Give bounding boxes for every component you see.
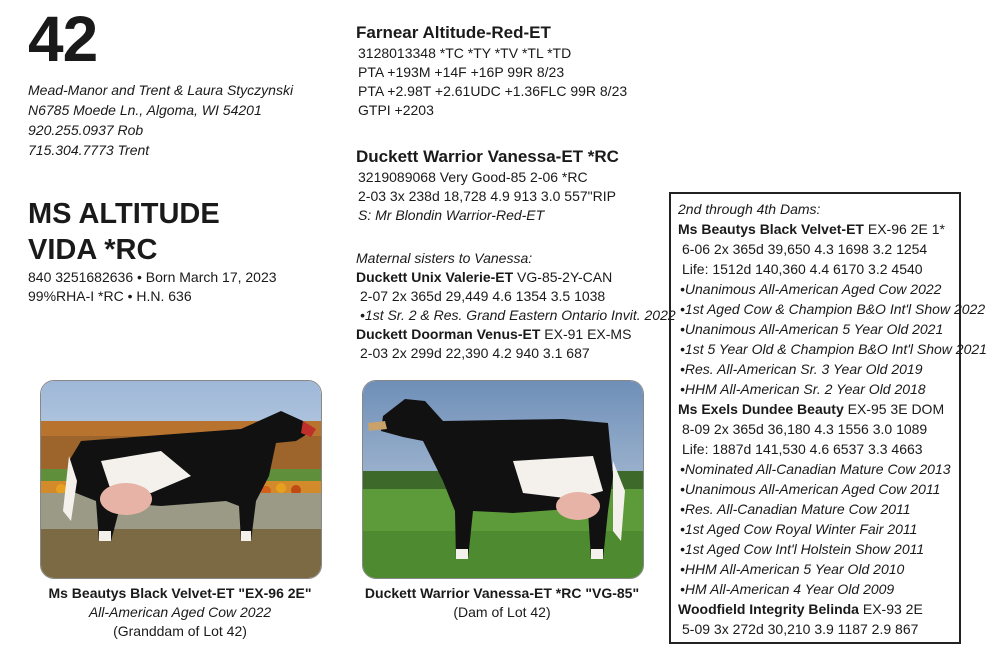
caption-relation: (Dam of Lot 42): [453, 604, 551, 620]
cow-photo-image: [363, 381, 643, 578]
achievement: •HHM All-American 5 Year Old 2010: [680, 561, 905, 577]
dam-record: 2-03 3x 238d 18,728 4.9 913 3.0 557"RIP: [358, 188, 616, 204]
animal-name-line-2: VIDA *RC: [28, 234, 158, 266]
dam-name-text: Woodfield Integrity Belinda: [678, 601, 859, 617]
dam-class: EX-95 3E DOM: [843, 401, 945, 417]
maternal-sisters: [356, 249, 676, 363]
animal-id-birth: 840 3251682636 • Born March 17, 2023: [28, 269, 277, 285]
sister-record: 2-03 2x 299d 22,390 4.2 940 3.1 687: [360, 345, 590, 361]
dam-caption: [352, 584, 652, 622]
dam-class: EX-96 2E 1*: [863, 221, 945, 237]
sire-line: PTA +193M +14F +16P 99R 8/23: [358, 64, 565, 80]
dam-lifetime: Life: 1512d 140,360 4.4 6170 3.2 4540: [682, 261, 923, 277]
fourth-dam-name: [678, 599, 953, 619]
sire-line: PTA +2.98T +2.61UDC +1.36FLC 99R 8/23: [358, 83, 628, 99]
achievement: •Unanimous All-American Aged Cow 2022: [680, 281, 942, 297]
caption-title: Duckett Warrior Vanessa-ET *RC "VG-85": [364, 585, 640, 601]
caption-honor: All-American Aged Cow 2022: [88, 604, 272, 620]
sister-class: VG-85-2Y-CAN: [513, 269, 613, 285]
dam-record: 5-09 3x 272d 30,210 3.9 1187 2.9 867: [682, 621, 919, 637]
animal-name: [28, 196, 220, 268]
consignor-address: N6785 Moede Ln., Algoma, WI 54201: [28, 102, 262, 118]
granddam-caption: [30, 584, 330, 641]
sister-class: EX-91 EX-MS: [540, 326, 632, 342]
achievement: •Unanimous All-American Aged Cow 2011: [680, 481, 941, 497]
consignor-block: [28, 80, 293, 160]
sisters-heading: Maternal sisters to Vanessa:: [356, 250, 533, 266]
achievement: •Nominated All-Canadian Mature Cow 2013: [680, 461, 951, 477]
dam-record: 8-09 2x 365d 36,180 4.3 1556 3.0 1089: [682, 421, 928, 437]
achievement: •HM All-American 4 Year Old 2009: [680, 581, 895, 597]
achievement: •Res. All-Canadian Mature Cow 2011: [680, 501, 911, 517]
dam-photo: [362, 380, 644, 579]
dam-sire: S: Mr Blondin Warrior-Red-ET: [358, 207, 545, 223]
sister-achievement: •1st Sr. 2 & Res. Grand Eastern Ontario Invit. 2022: [360, 307, 676, 323]
sister-record: 2-07 2x 365d 29,449 4.6 1354 3.5 1038: [360, 288, 606, 304]
dam-block: [356, 146, 619, 225]
dam-record: 6-06 2x 365d 39,650 4.3 1698 3.2 1254: [682, 241, 928, 257]
sire-line: GTPI +2203: [358, 102, 434, 118]
dams-box-heading: 2nd through 4th Dams:: [678, 201, 821, 217]
dam-lifetime: Life: 1887d 141,530 4.6 6537 3.3 4663: [682, 441, 923, 457]
consignor-phone-2: 715.304.7773 Trent: [28, 142, 150, 158]
sister-name: [356, 325, 676, 344]
sire-name: Farnear Altitude-Red-ET: [356, 23, 551, 42]
cow-photo-image: [41, 381, 321, 578]
lot-number: 42: [28, 3, 98, 75]
caption-title: Ms Beautys Black Velvet-ET "EX-96 2E": [48, 585, 312, 601]
sire-block: [356, 22, 627, 120]
dams-box: [669, 192, 987, 644]
dam-name-text: Ms Beautys Black Velvet-ET: [678, 221, 864, 237]
second-dam-name: [678, 219, 953, 239]
dam-line: 3219089068 Very Good-85 2-06 *RC: [358, 169, 588, 185]
sister-name-text: Duckett Unix Valerie-ET: [356, 269, 514, 285]
achievement: •1st 5 Year Old & Champion B&O Int'l Show 2021: [680, 341, 987, 357]
achievement: •HHM All-American Sr. 2 Year Old 2018: [680, 381, 926, 397]
dam-class: EX-93 2E: [858, 601, 923, 617]
sister-name: [356, 268, 676, 287]
achievement: •1st Aged Cow & Champion B&O Int'l Show 2022: [680, 301, 986, 317]
achievement: •Res. All-American Sr. 3 Year Old 2019: [680, 361, 923, 377]
consignor-name: Mead-Manor and Trent & Laura Styczynski: [28, 82, 294, 98]
achievement: •Unanimous All-American 5 Year Old 2021: [680, 321, 944, 337]
dam-name-text: Ms Exels Dundee Beauty: [678, 401, 844, 417]
animal-rha-hn: 99%RHA-I *RC • H.N. 636: [28, 288, 192, 304]
consignor-phone-1: 920.255.0937 Rob: [28, 122, 144, 138]
granddam-photo: [40, 380, 322, 579]
animal-info: [28, 268, 277, 306]
third-dam-name: [678, 399, 953, 419]
dam-name: Duckett Warrior Vanessa-ET *RC: [356, 147, 619, 166]
caption-relation: (Granddam of Lot 42): [113, 623, 247, 639]
achievement: •1st Aged Cow Royal Winter Fair 2011: [680, 521, 918, 537]
achievement: •1st Aged Cow Int'l Holstein Show 2011: [680, 541, 925, 557]
sister-name-text: Duckett Doorman Venus-ET: [356, 326, 541, 342]
animal-name-line-1: MS ALTITUDE: [28, 198, 220, 230]
sire-line: 3128013348 *TC *TY *TV *TL *TD: [358, 45, 572, 61]
